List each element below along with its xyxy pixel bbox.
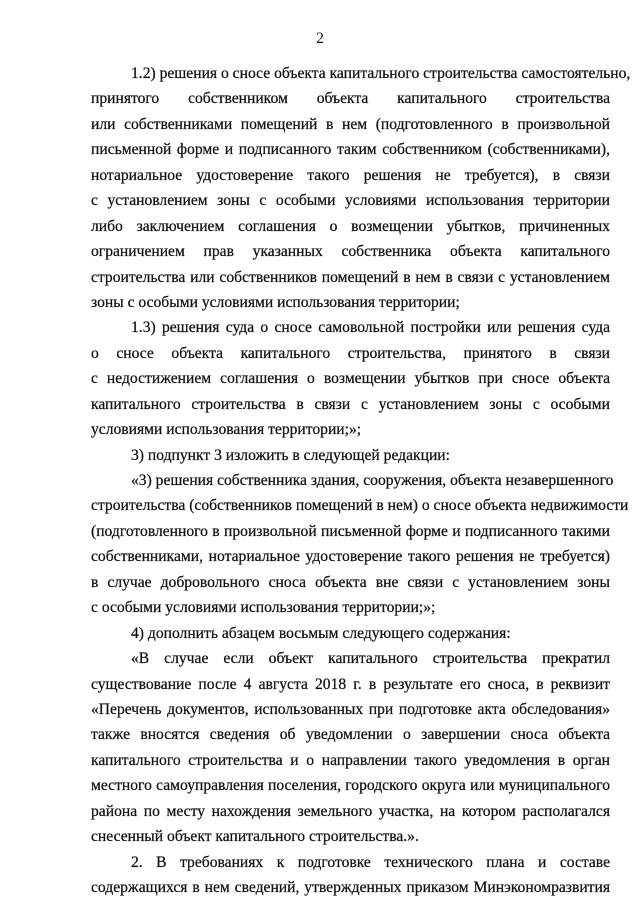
text-line: капитального строительства и о направлении такого уведомления в орган: [91, 751, 610, 769]
text-line: снесенный объект капитального строительства.».: [91, 828, 419, 846]
text-line: капитального строительства в связи с установлением зоны с особыми: [91, 395, 610, 413]
page-number: 2: [316, 30, 324, 47]
text-line: или собственниками помещений в нем (подготовленного в произвольной: [91, 115, 610, 133]
text-line: нотариальное удостоверение такого решения не требуется), в связи: [91, 166, 610, 184]
text-line: района по месту нахождения земельного участка, на котором располагался: [91, 802, 610, 820]
text-line: с установлением зоны с особыми условиями использования территории: [91, 192, 610, 210]
text-line: с особыми условиями использования территории;»;: [91, 599, 436, 617]
text-line: 2. В требованиях к подготовке технического плана и составе: [131, 853, 610, 871]
text-line: собственниками, нотариальное удостоверение такого решения не требуется): [91, 548, 610, 566]
text-line: условиями использования территории;»;: [91, 421, 362, 439]
text-line: существование после 4 августа 2018 г. в результате его сноса, в реквизит: [91, 675, 610, 693]
text-line: письменной форме и подписанного таким собственником (собственниками),: [91, 141, 610, 159]
text-line: строительства или собственников помещений в нем в связи с установлением: [91, 268, 610, 286]
text-line: в случае добровольного сноса объекта вне связи с установлением зоны: [91, 573, 610, 591]
text-line: местного самоуправления поселения, городского округа или муниципального: [91, 777, 610, 795]
text-line: (подготовленного в произвольной письменной форме и подписанного такими: [91, 522, 610, 540]
text-line: «Перечень документов, использованных при подготовке акта обследования»: [91, 700, 610, 718]
text-line: зоны с особыми условиями использования территории;: [91, 293, 460, 311]
text-line: также вносятся сведения об уведомлении о завершении сноса объекта: [91, 726, 610, 744]
document-body: [91, 61, 631, 900]
text-line: 3) подпункт 3 изложить в следующей редакции:: [131, 446, 450, 464]
text-line: о сносе объекта капитального строительства, принятого в связи: [91, 344, 610, 362]
text-line: 1.2) решения о сносе объекта капитального строительства самостоятельно,: [131, 65, 631, 82]
text-line: содержащихся в нем сведений, утвержденных приказом Минэкономразвития: [91, 879, 610, 896]
text-line: 4) дополнить абзацем восьмым следующего содержания:: [131, 624, 511, 642]
text-line: строительства (собственников помещений в нем) о сносе объекта недвижимости: [91, 497, 629, 515]
text-line: ограничением прав указанных собственника объекта капитального: [91, 243, 610, 261]
text-line: с недостижением соглашения о возмещении убытков при сносе объекта: [91, 370, 610, 388]
text-line: «В случае если объект капитального строительства прекратил: [131, 650, 610, 668]
text-line: принятого собственником объекта капитального строительства: [91, 90, 610, 108]
text-line: либо заключением соглашения о возмещении убытков, причиненных: [91, 217, 610, 235]
text-line: «3) решения собственника здания, сооружения, объекта незавершенного: [131, 472, 614, 489]
text-line: 1.3) решения суда о сносе самовольной постройки или решения суда: [131, 319, 610, 337]
